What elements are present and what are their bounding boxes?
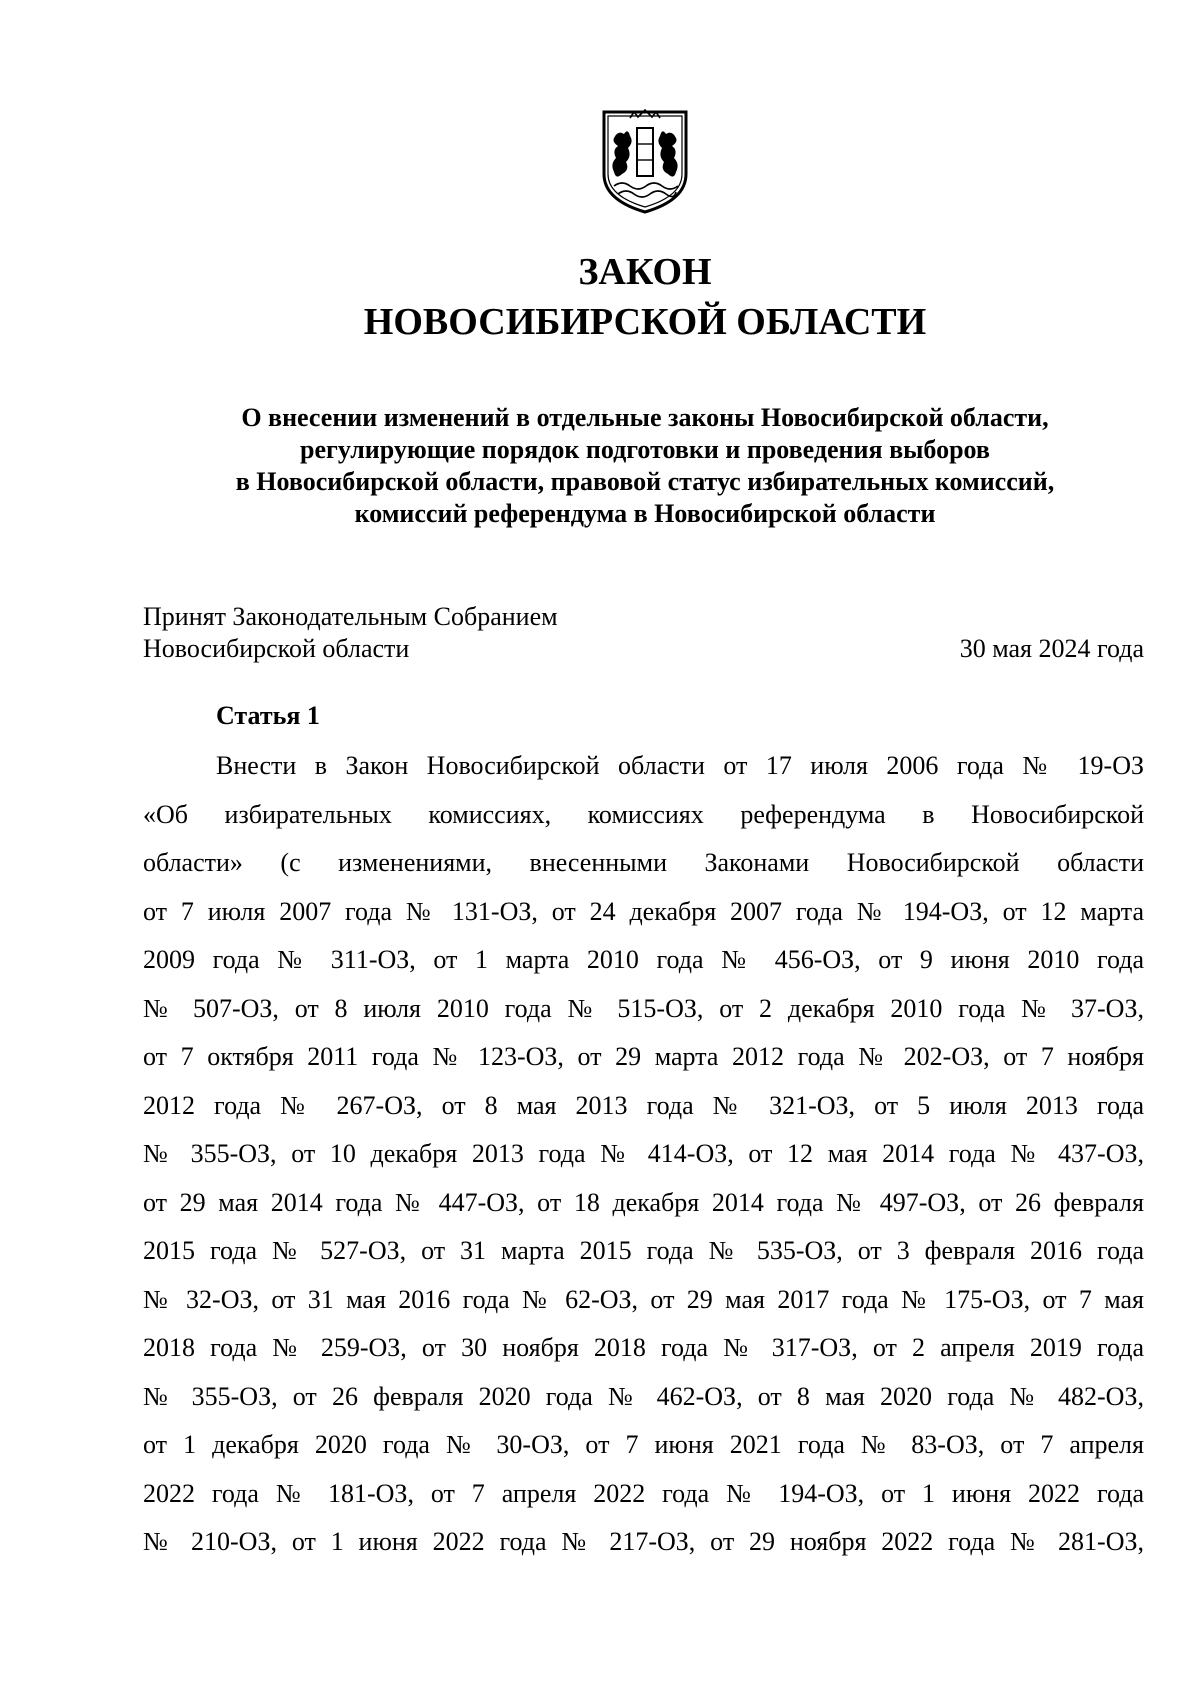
law-title-line-2: НОВОСИБИРСКОЙ ОБЛАСТИ xyxy=(363,301,927,343)
article-line: № 507-ОЗ, от 8 июля 2010 года № 515-ОЗ, от 2 декабря 2010 года № 37-ОЗ, xyxy=(143,993,1144,1023)
article-line: от 29 мая 2014 года № 447-ОЗ, от 18 декабря 2014 года № 497-ОЗ, от 26 февраля xyxy=(143,1187,1144,1217)
article-line: области» (с изменениями, внесенными Законами Новосибирской области xyxy=(143,848,1144,877)
article-line: от 7 июля 2007 года № 131-ОЗ, от 24 декабря 2007 года № 194-ОЗ, от 12 марта xyxy=(143,896,1144,926)
adoption-date: 30 мая 2024 года xyxy=(959,634,1144,663)
article-line: № 32-ОЗ, от 31 мая 2016 года № 62-ОЗ, от 29 мая 2017 года № 175-ОЗ, от 7 мая xyxy=(143,1284,1144,1314)
law-subject xyxy=(0,402,1200,530)
article-line: 2009 года № 311-ОЗ, от 1 марта 2010 года № 456-ОЗ, от 9 июня 2010 года xyxy=(143,945,1144,974)
adoption-line-2: Новосибирской области xyxy=(143,634,410,663)
article-line: № 210-ОЗ, от 1 июня 2022 года № 217-ОЗ, от 29 ноября 2022 года № 281-ОЗ, xyxy=(143,1527,1144,1556)
article-line: от 1 декабря 2020 года № 30-ОЗ, от 7 июня 2021 года № 83-ОЗ, от 7 апреля xyxy=(143,1430,1144,1459)
law-subject-line: О внесении изменений в отдельные законы Новосибирской области, xyxy=(241,403,1049,432)
adoption-line-1: Принят Законодательным Собранием xyxy=(143,602,558,631)
law-title xyxy=(0,247,1200,347)
article-heading: Статья 1 xyxy=(216,701,320,730)
article-line: № 355-ОЗ, от 10 декабря 2013 года № 414-ОЗ, от 12 мая 2014 года № 437-ОЗ, xyxy=(143,1139,1144,1168)
article-body xyxy=(143,742,1144,1567)
article-line: № 355-ОЗ, от 26 февраля 2020 года № 462-ОЗ, от 8 мая 2020 года № 482-ОЗ, xyxy=(143,1381,1144,1411)
adoption-statement xyxy=(143,601,558,665)
article-line: 2022 года № 181-ОЗ, от 7 апреля 2022 года № 194-ОЗ, от 1 июня 2022 года xyxy=(143,1478,1144,1508)
law-subject-line: комиссий референдума в Новосибирской области xyxy=(354,499,936,528)
coat-of-arms-icon xyxy=(600,108,690,216)
law-subject-line: регулирующие порядок подготовки и проведения выборов xyxy=(300,435,990,464)
article-line: Внести в Закон Новосибирской области от 17 июля 2006 года № 19-ОЗ xyxy=(216,751,1144,780)
law-subject-line: в Новосибирской области, правовой статус избирательных комиссий, xyxy=(235,467,1055,496)
article-line: от 7 октября 2011 года № 123-ОЗ, от 29 марта 2012 года № 202-ОЗ, от 7 ноября xyxy=(143,1042,1144,1071)
article-line: 2018 года № 259-ОЗ, от 30 ноября 2018 года № 317-ОЗ, от 2 апреля 2019 года xyxy=(143,1333,1144,1362)
article-line: 2015 года № 527-ОЗ, от 31 марта 2015 года № 535-ОЗ, от 3 февраля 2016 года xyxy=(143,1236,1144,1265)
article-line: «Об избирательных комиссиях, комиссиях референдума в Новосибирской xyxy=(143,799,1144,829)
article-line: 2012 года № 267-ОЗ, от 8 мая 2013 года № 321-ОЗ, от 5 июля 2013 года xyxy=(143,1090,1144,1120)
law-title-line-1: ЗАКОН xyxy=(578,251,712,293)
